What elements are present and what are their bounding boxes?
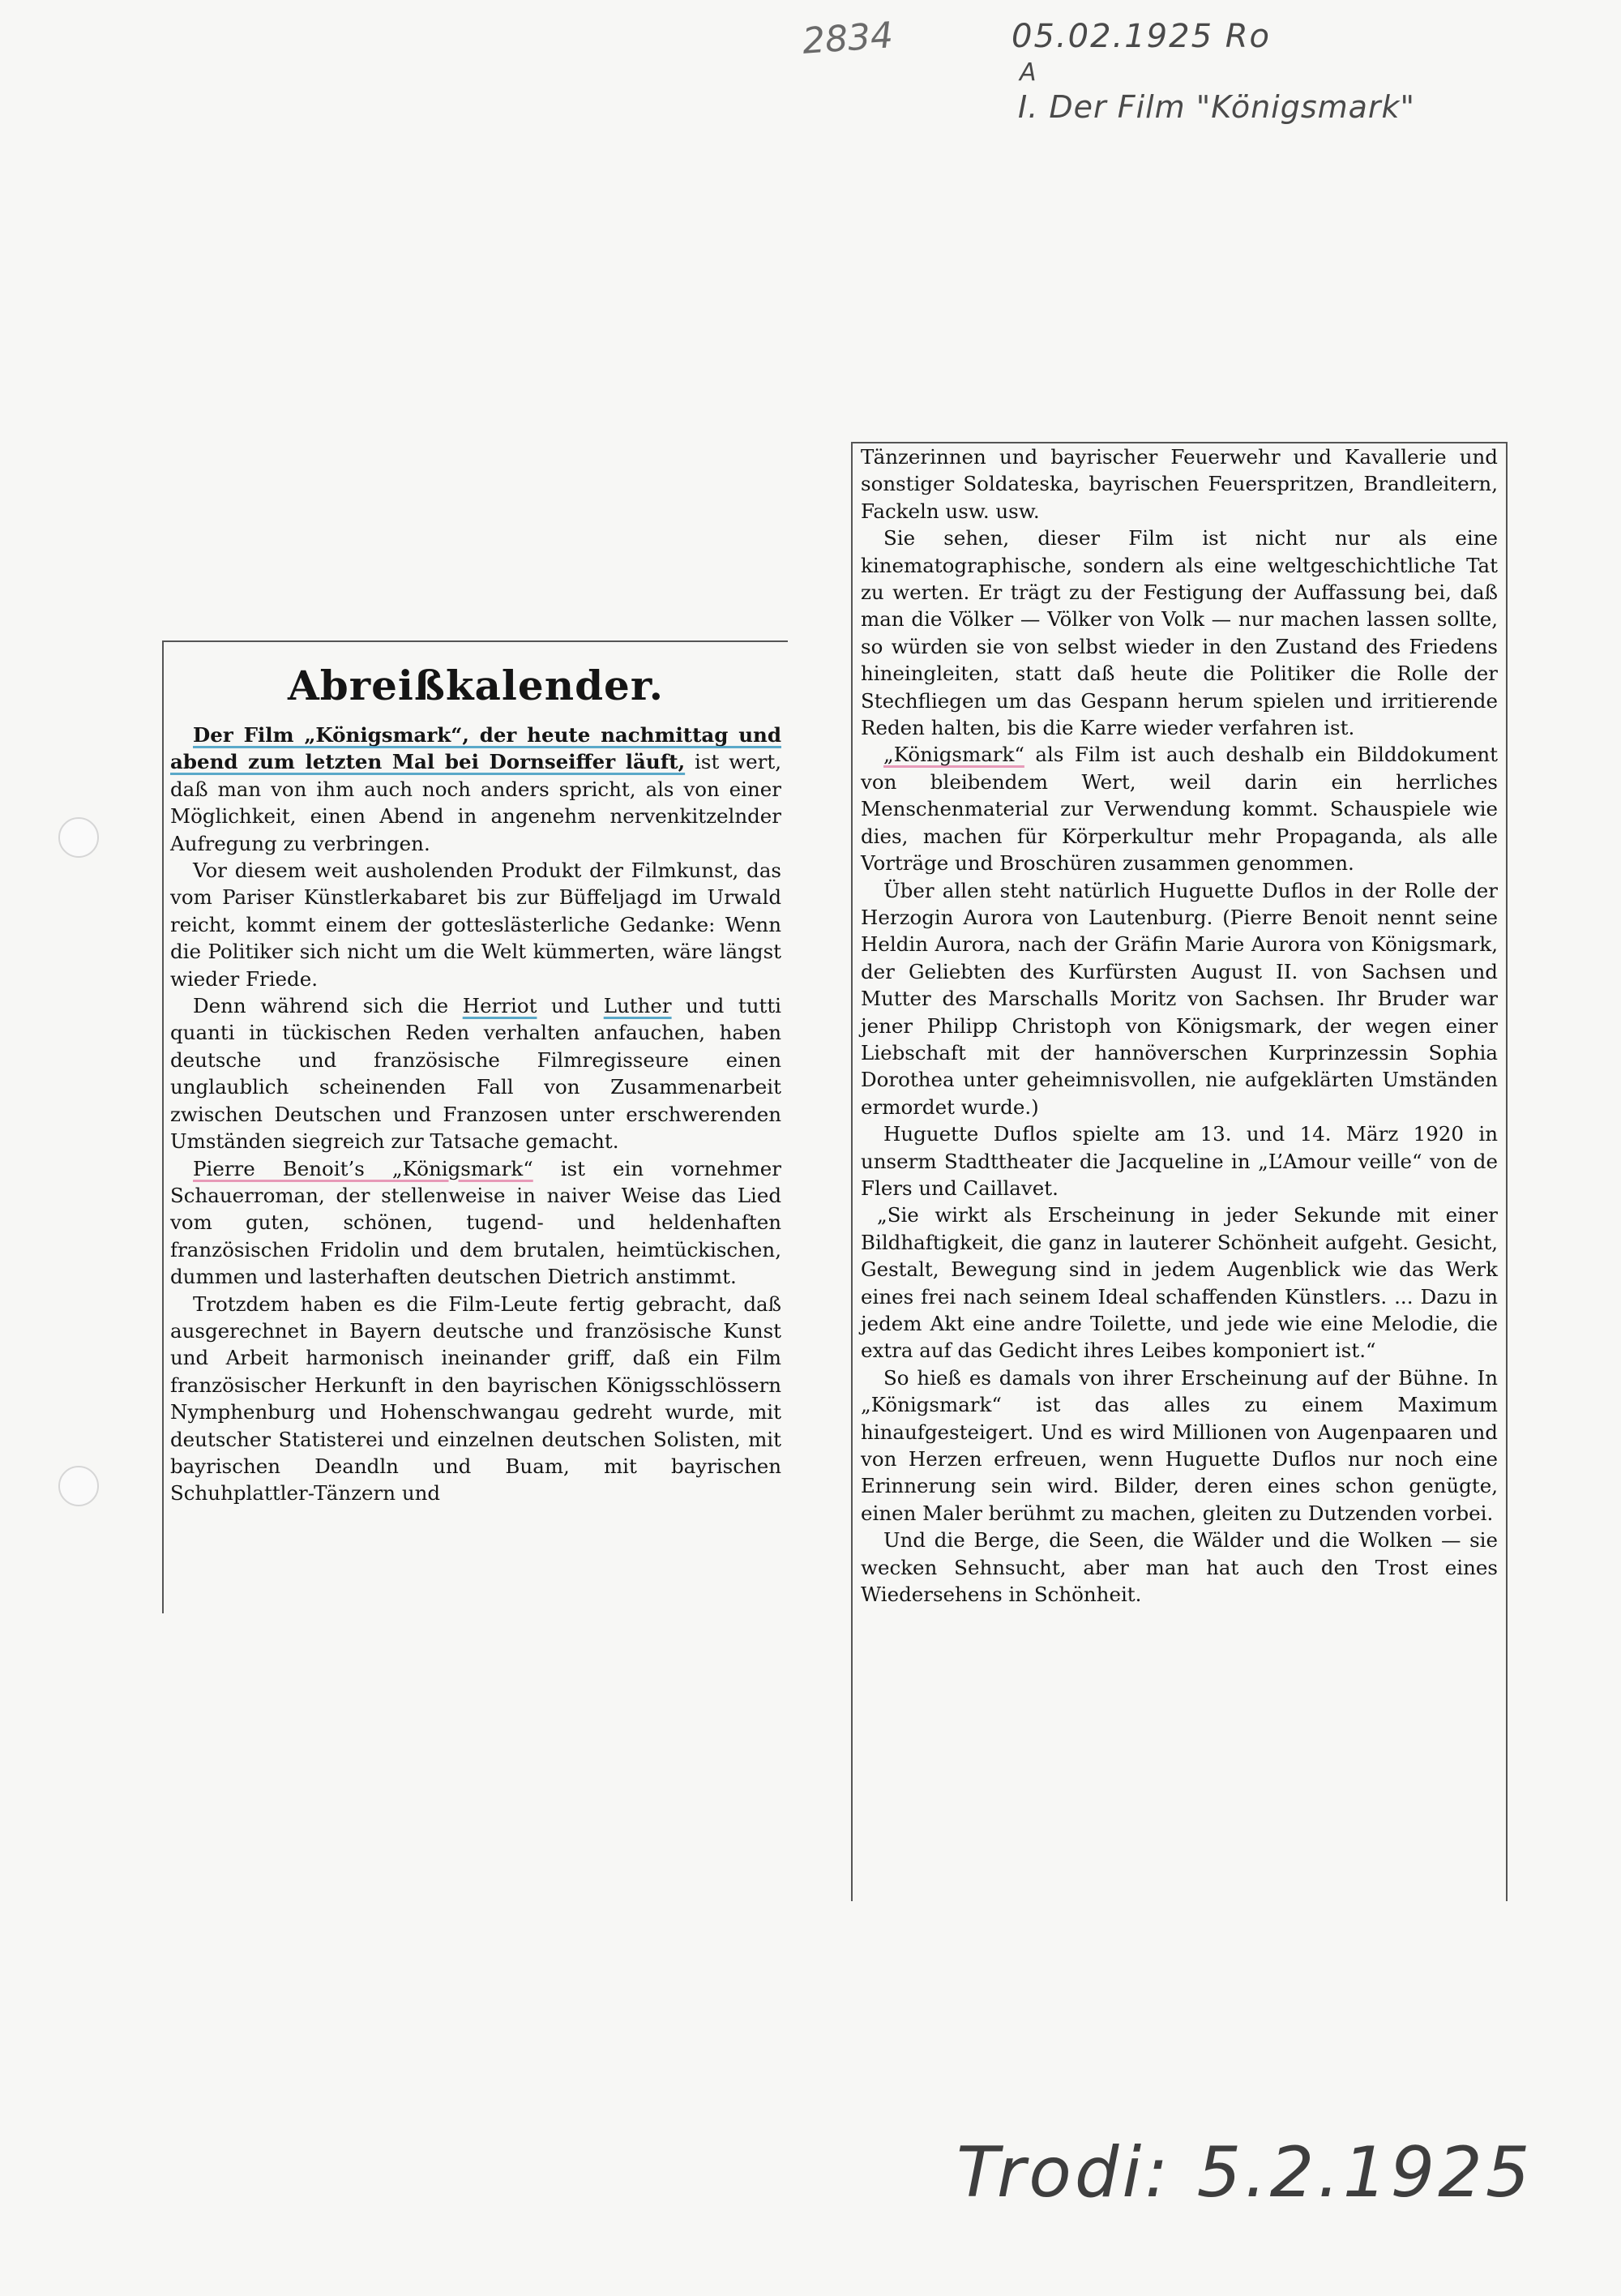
article-column-left	[162, 640, 788, 1613]
paragraph-left-3	[170, 992, 781, 1154]
paragraph-right-8: Und die Berge, die Seen, die Wälder und die Wolken — sie wecken Sehnsucht, aber man hat auch den Trost eines Wiedersehens in Schönheit.	[861, 1528, 1498, 1607]
paragraph-right-1: Tänzerinnen und bayrischer Feuerwehr und Kavallerie und sonstiger Soldateska, bayrischen Feuerspritzen, Brandleitern, Fackeln usw. usw.	[861, 445, 1498, 523]
letter-note-handwritten: A	[1020, 58, 1037, 87]
paragraph-right-quote: „Sie wirkt als Erscheinung in jeder Sekunde mit einer Bildhaftigkeit, die ganz in lauterer Schönheit aufgeht. Gesicht, Gestalt, Bewegung sind in jedem Augenblick wie das Werk eines frei nach seinem Ideal schaffenden Künstlers. ... Dazu in jedem Akt eine andre Toilette, und jede wie eine Melodie, die extra auf das Gedicht ihres Leibes komponiert ist.“	[861, 1203, 1498, 1363]
paragraph-right-5: Huguette Duflos spielte am 13. und 14. März 1920 in unserm Stadttheater die Jacqueline in „L’Amour veille“ von de Flers und Caillavet.	[861, 1122, 1498, 1200]
highlight-luther: Luther	[603, 994, 672, 1018]
highlight-benoit-koenigsmark: Pierre Benoit’s „Königsmark“	[193, 1156, 533, 1180]
paragraph-text: ist ein vornehmer Schauerroman, der stellenweise in naiver Weise das Lied vom guten, schönen, tugend- und heldenhaften französischen Fridolin und dem brutalen, heimtückischen, dummen und lasterhaften deutschen Dietrich anstimmt.	[170, 1156, 781, 1289]
article-title: Abreißkalender.	[287, 662, 665, 709]
paragraph-right-4: Über allen steht natürlich Huguette Duflos in der Rolle der Herzogin Aurora von Lautenburg. (Pierre Benoit nennt seine Heldin Aurora, nach der Gräfin Marie Aurora von Königsmark, der Geliebten des Kurfürsten August II. von Sachsen und Mutter des Marschalls Moritz von Sachsen. Ihr Bruder war jener Philipp Christoph von Königsmark, der wegen einer Liebschaft mit der hannöverschen Kurprinzessin Sophia Dorothea unter geheimnisvollen, nie aufgeklärten Umständen ermordet wurde.)	[861, 878, 1498, 1119]
paragraph-text: ist wert, daß man von ihm auch noch anders spricht, als von einer Möglichkeit, einen Abend in angenehm nervenkitzelnder Aufregung zu verbringen.	[170, 750, 781, 855]
paragraph-text: Denn während sich die	[193, 994, 463, 1018]
highlight-koenigsmark: „Königsmark“	[883, 743, 1024, 767]
punch-hole-bottom	[58, 1466, 99, 1506]
subject-note-handwritten: I. Der Film "Königsmark"	[1018, 89, 1416, 125]
paragraph-text: und tutti quanti in tückischen Reden verhalten anfauchen, haben deutsche und französische Filmregisseure einen unglaublich scheinenden Fall von Zusammenarbeit zwischen Deutschen und Franzosen unter erschwerenden Umständen siegreich zur Tatsache gemacht.	[170, 994, 782, 1154]
paragraph-left-1	[170, 722, 781, 857]
date-note-handwritten: 05.02.1925 Ro	[1012, 18, 1272, 55]
archive-number-handwritten: 2834	[801, 15, 895, 62]
paragraph-text: und	[537, 994, 604, 1018]
paragraph-left-4	[170, 1155, 781, 1291]
article-column-right	[851, 442, 1508, 1901]
paragraph-left-2: Vor diesem weit ausholenden Produkt der Filmkunst, das vom Pariser Künstlerkabaret bis zur Büffeljagd im Urwald reicht, kommt einem der gotteslästerliche Gedanke: Wenn die Politiker sich nicht um die Welt kümmerten, wäre längst wieder Friede.	[170, 859, 781, 991]
paragraph-left-5: Trotzdem haben es die Film-Leute fertig gebracht, daß ausgerechnet in Bayern deutsche und französische Kunst und Arbeit harmonisch ineinander griff, daß ein Film französischer Herkunft in den bayrischen Königsschlössern Nymphenburg und Hohenschwangau gedreht wurde, mit deutscher Statisterei und einzelnen deutschen Solisten, mit bayrischen Deandln und Buam, mit bayrischen Schuhplattler-Tänzern und	[170, 1292, 781, 1506]
paragraph-right-7: So hieß es damals von ihrer Erscheinung auf der Bühne. In „Königsmark“ ist das alles zu einem Maximum hinaufgesteigert. Und es wird Millionen von Augenpaaren und von Herzen erfreuen, wenn Huguette Duflos nur noch eine Erinnerung sein wird. Bilder, deren eines schon genügte, einen Maler berühmt zu machen, gleiten zu Dutzenden vorbei.	[861, 1365, 1498, 1525]
paragraph-right-3	[861, 741, 1498, 876]
highlight-herriot: Herriot	[462, 994, 537, 1018]
paragraph-right-2: Sie sehen, dieser Film ist nicht nur als eine kinematographische, sondern als eine weltgeschichtliche Tat zu werten. Er trägt zu der Festigung der Auffassung bei, daß man die Völker — Völker von Volk — nur machen lassen sollte, so würden sie von selbst wieder in den Zustand des Friedens hineingleiten, statt daß heute die Politiker die Rolle der Stechfliegen um das Gespann herum spielen und irritierende Reden halten, bis die Karre wieder verfahren ist.	[861, 526, 1498, 740]
source-note-handwritten: Trodi: 5.2.1925	[956, 2132, 1533, 2213]
lead-sentence: Der Film „Königsmark“, der heute nachmittag und abend zum letzten Mal bei Dornseiffer läuft,	[170, 723, 781, 774]
paragraph-text: als Film ist auch deshalb ein Bilddokument von bleibendem Wert, weil darin ein herrliches Menschenmaterial zur Verwendung kommt. Schauspiele wie dies, machen für Körperkultur mehr Propaganda, als alle Vorträge und Broschüren zusammen genommen.	[861, 743, 1498, 876]
punch-hole-top	[58, 817, 99, 858]
